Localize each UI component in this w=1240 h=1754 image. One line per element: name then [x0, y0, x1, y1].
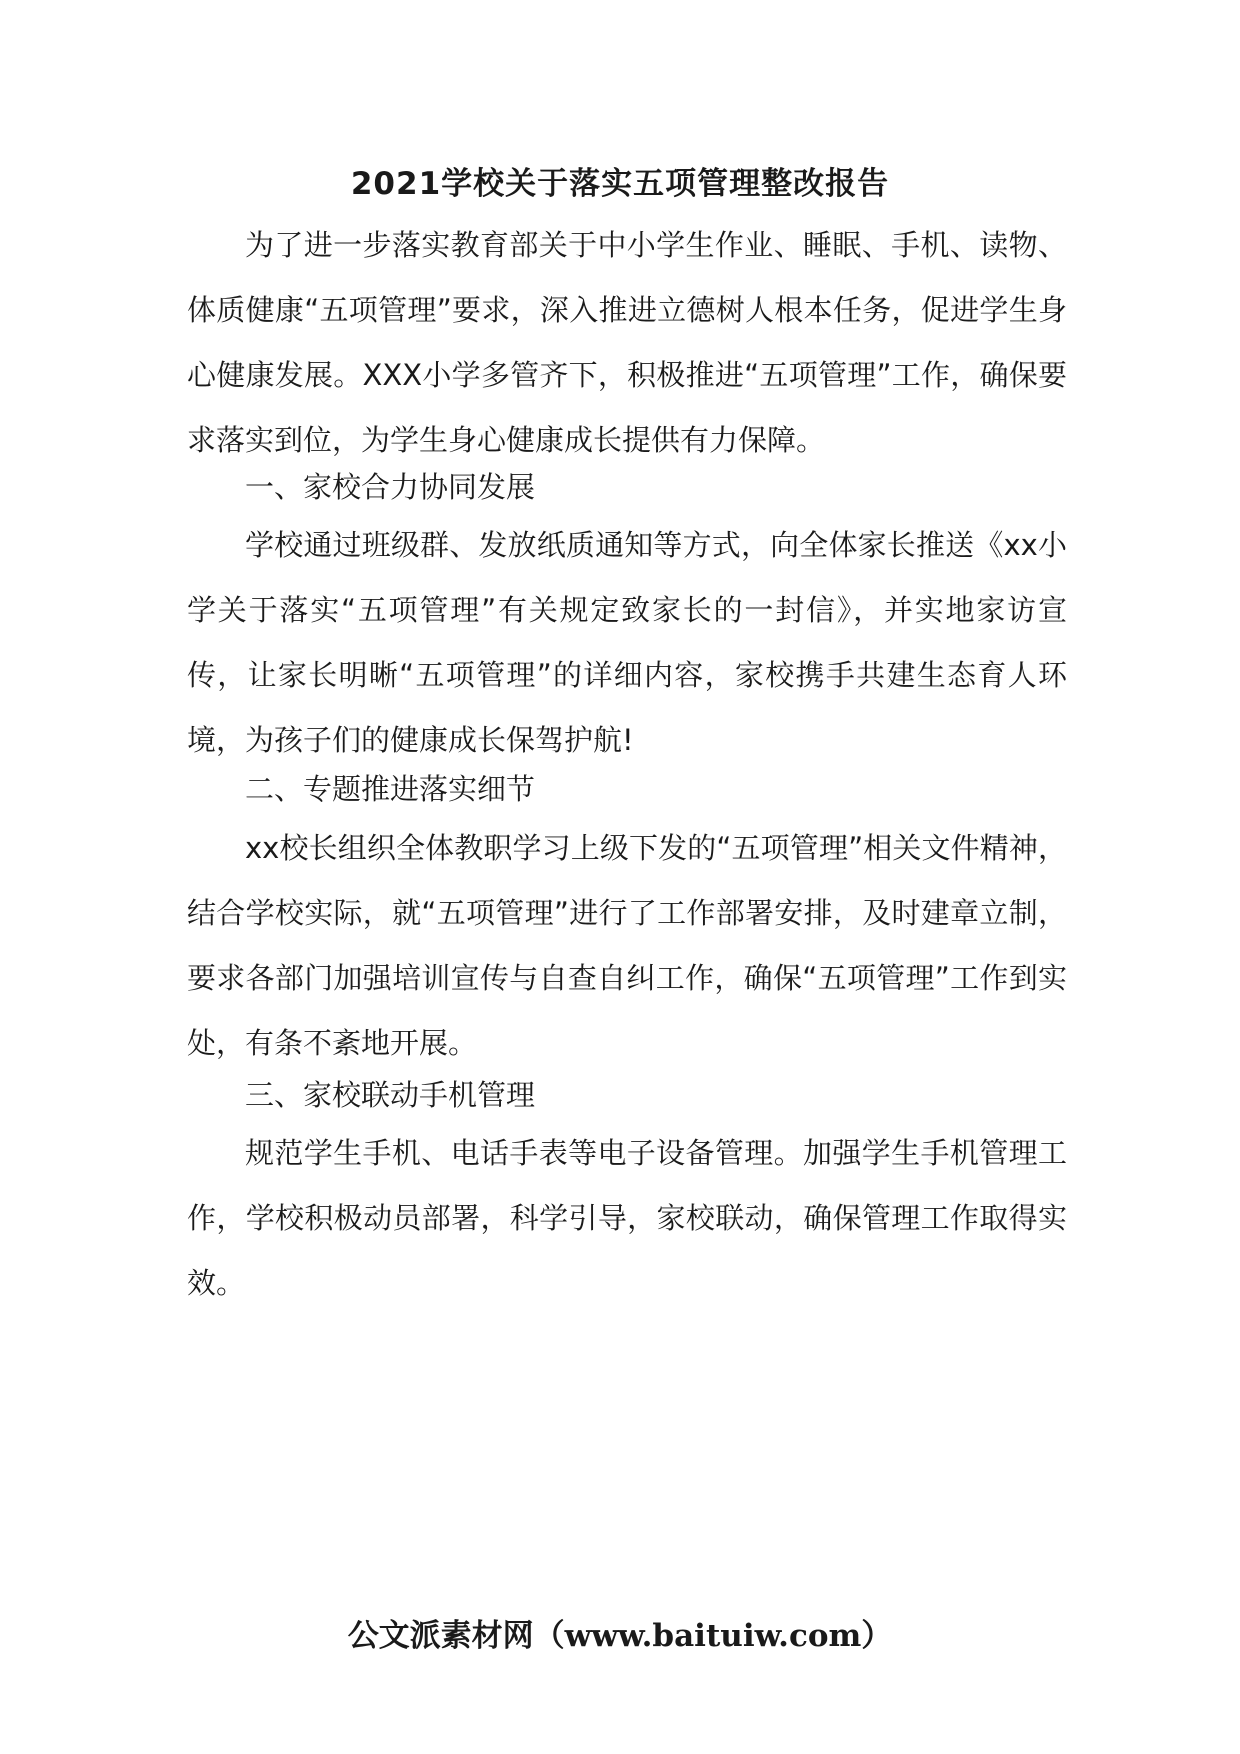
section-paragraph-1: 学校通过班级群、发放纸质通知等方式，向全体家长推送《xx小学关于落实“五项管理”有关规定致家长的一封信》，并实地家访宣传，让家长明晰“五项管理”的详细内容，家校携手共建生态育人环境，为孩子们的健康成长保驾护航!: [187, 528, 1067, 757]
section-paragraph-3: 规范学生手机、电话手表等电子设备管理。加强学生手机管理工作，学校积极动员部署，科学引导，家校联动，确保管理工作取得实效。: [187, 1136, 1067, 1300]
section-heading-1: 一、家校合力协同发展: [245, 470, 536, 504]
footer-source: 公文派素材网（www.baituiw.com）: [347, 1618, 893, 1654]
section-heading-3: 三、家校联动手机管理: [245, 1078, 536, 1112]
document-title: 2021学校关于落实五项管理整改报告: [350, 166, 890, 202]
section-heading-2: 二、专题推进落实细节: [245, 772, 536, 806]
section-paragraph-2: xx校长组织全体教职学习上级下发的“五项管理”相关文件精神，结合学校实际，就“五项管理”进行了工作部署安排，及时建章立制，要求各部门加强培训宣传与自查自纠工作，确保“五项管理”工作到实处，有条不紊地开展。: [187, 831, 1067, 1060]
intro-paragraph: 为了进一步落实教育部关于中小学生作业、睡眠、手机、读物、体质健康“五项管理”要求，深入推进立德树人根本任务，促进学生身心健康发展。XXX小学多管齐下，积极推进“五项管理”工作，确保要求落实到位，为学生身心健康成长提供有力保障。: [187, 228, 1067, 457]
